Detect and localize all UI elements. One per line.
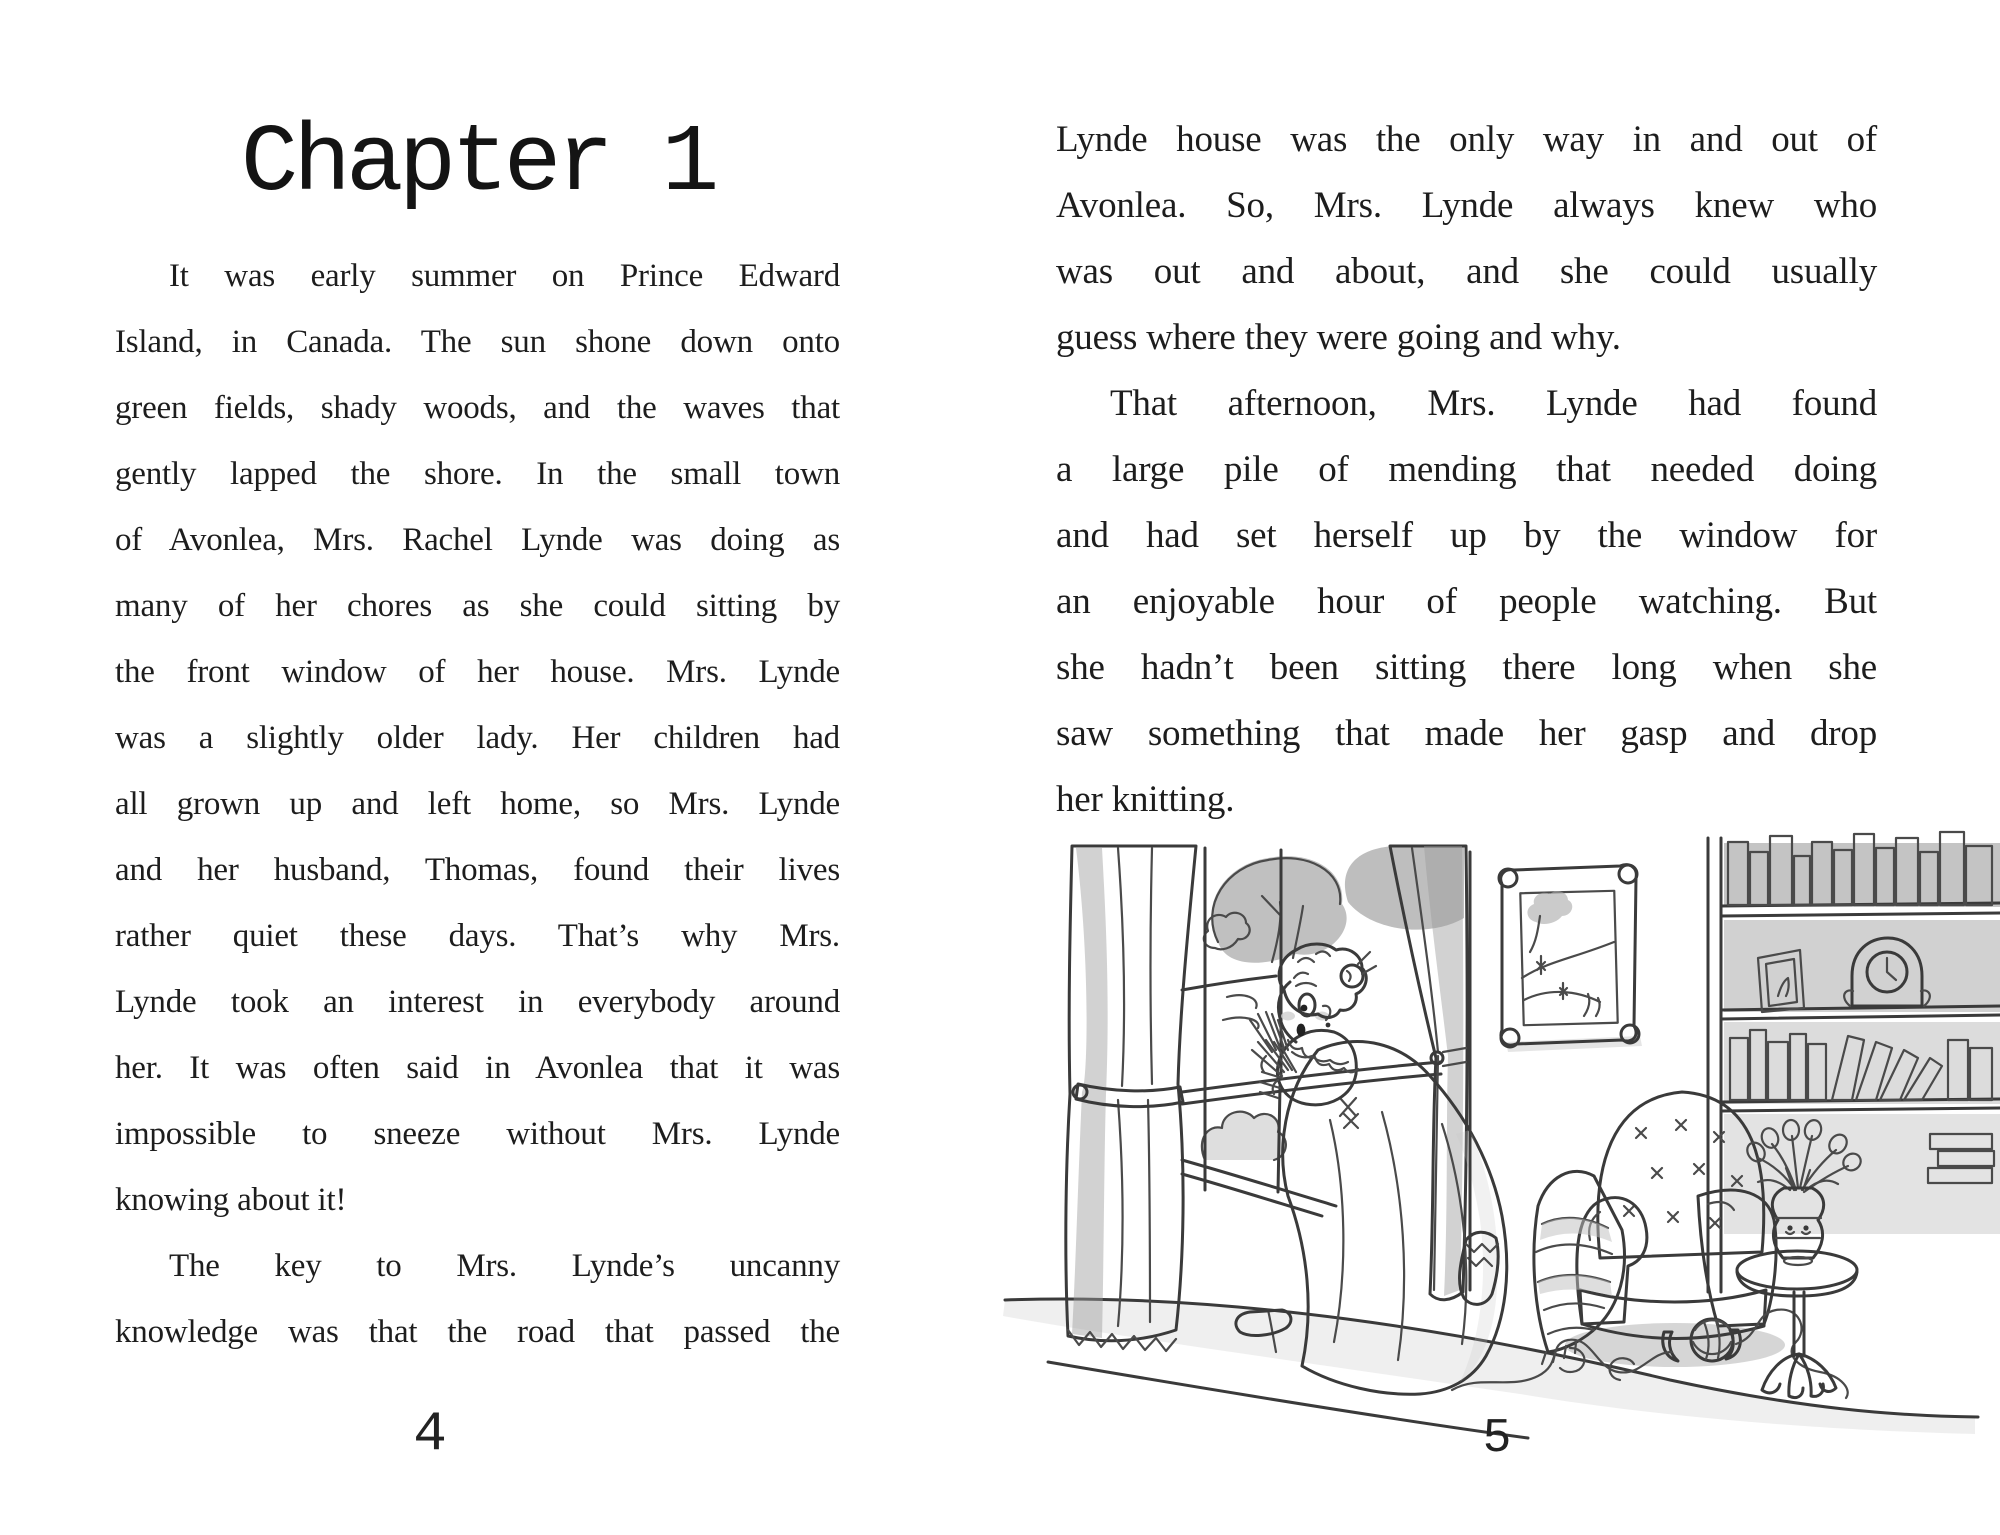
text-line: saw something that made her gasp and drop [1056,713,1877,754]
text-line: an enjoyable hour of people watching. But [1056,581,1877,622]
chapter-heading: Chapter 1 [240,109,715,218]
text-line: It was early summer on Prince Edward [169,258,840,294]
text-line: Island, in Canada. The sun shone down onto [115,324,840,360]
text-line: Lynde took an interest in everybody around [115,984,840,1020]
text-line: the front window of her house. Mrs. Lynde [115,654,840,690]
bush-outside-icon [1202,1112,1286,1160]
text-line: many of her chores as she could sitting by [115,588,840,624]
text-line: her knitting. [1056,779,1235,820]
text-line: knowledge was that the road that passed the [115,1314,840,1350]
text-line: The key to Mrs. Lynde’s uncanny [169,1248,840,1284]
waist-lacing [1340,1098,1358,1128]
page-number-left: 4 [413,1402,447,1466]
text-line: Lynde house was the only way in and out of [1056,119,1877,160]
text-line: she hadn’t been sitting there long when she [1056,647,1877,688]
text-line: Avonlea. So, Mrs. Lynde always knew who [1056,185,1877,226]
text-line: and her husband, Thomas, found their lives [115,852,840,888]
text-line: knowing about it! [115,1182,347,1218]
text-line: impossible to sneeze without Mrs. Lynde [115,1116,840,1152]
text-line: green fields, shady woods, and the waves that [115,390,840,426]
left-curtain [1066,846,1196,1351]
text-line: of Avonlea, Mrs. Rachel Lynde was doing as [115,522,840,558]
text-line: a large pile of mending that needed doing [1056,449,1877,490]
bookshelf [1708,832,2000,1292]
right-page-text [1056,107,1877,833]
text-line: rather quiet these days. That’s why Mrs. [115,918,840,954]
text-line: her. It was often said in Avonlea that it was [115,1050,840,1086]
sitting-room-illustration [845,828,2000,1468]
hands [1250,1012,1296,1098]
face [1278,982,1330,1042]
text-line: was out and about, and she could usually [1056,251,1877,292]
text-line: guess where they were going and why. [1056,317,1621,358]
framed-picture [1499,865,1642,1052]
text-line: all grown up and left home, so Mrs. Lynde [115,786,840,822]
text-line: That afternoon, Mrs. Lynde had found [1110,383,1877,424]
text-line: and had set herself up by the window for [1056,515,1877,556]
page-number-right: 5 [1482,1412,1512,1466]
text-line: was a slightly older lady. Her children had [115,720,840,756]
left-page-text [115,243,840,1365]
ruffled-collar [1288,1040,1358,1072]
text-line: gently lapped the shore. In the small town [115,456,840,492]
